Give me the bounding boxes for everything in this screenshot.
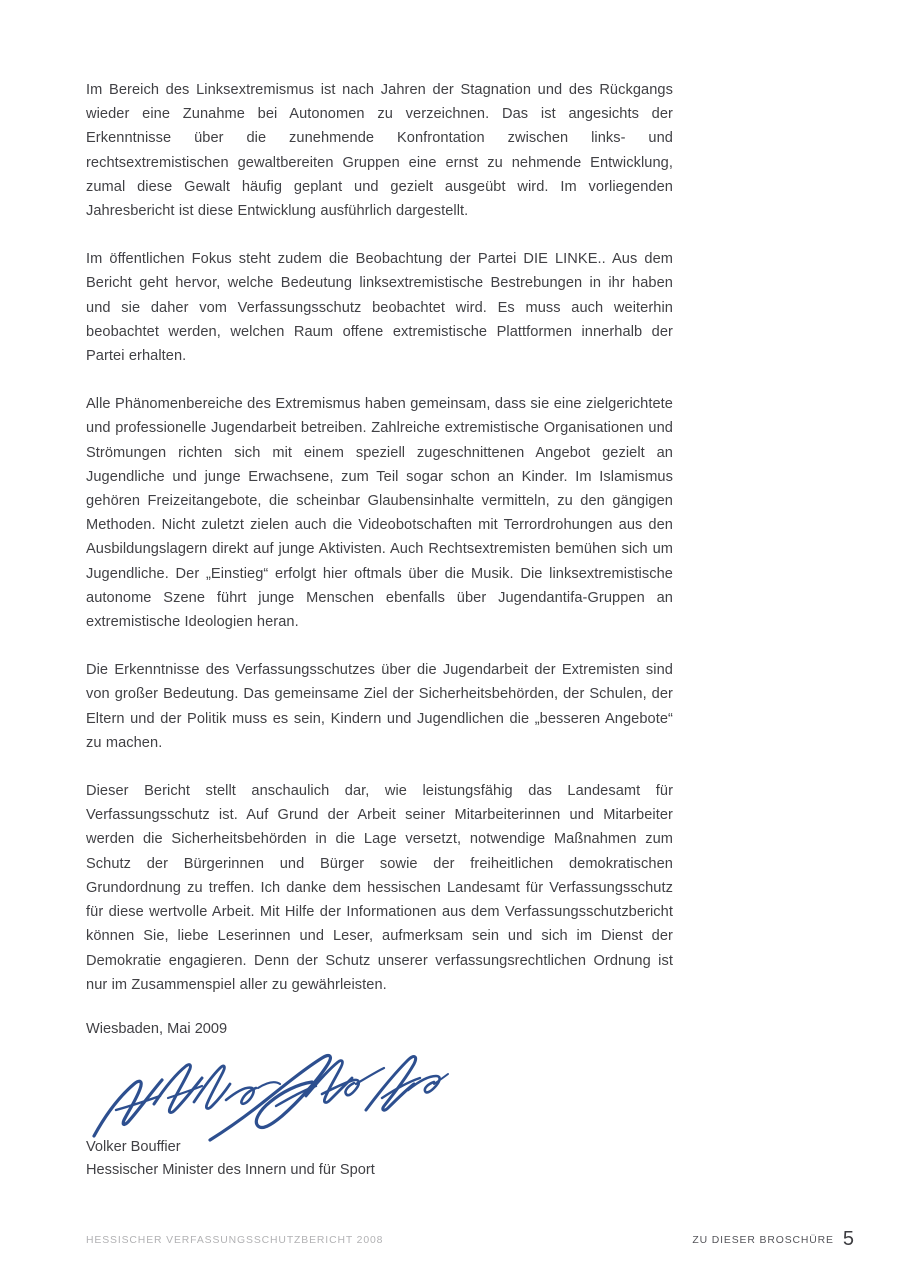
- signature-image: [90, 1044, 450, 1136]
- paragraph: Die Erkenntnisse des Verfassungsschutzes über die Jugendarbeit der Extremisten sind von großer Bedeutung. Das gemeinsame Ziel der Sicherheitsbehörden, der Schulen, der Eltern und der Politik muss es sein, Kindern und Jugendlichen die „besseren Angebote“ zu machen.: [86, 662, 673, 751]
- page-number: 5: [842, 1228, 854, 1250]
- signatory-name: Volker Bouffier: [86, 1139, 181, 1155]
- footer-section-label: ZU DIESER BROSCHÜRE: [692, 1235, 834, 1246]
- paragraph: Im öffentlichen Fokus steht zudem die Beobachtung der Partei DIE LINKE.. Aus dem Bericht geht hervor, welche Bedeutung linksextremistische Bestrebungen in ihr haben und sie daher vom Verfassungsschutz beobachtet wird. Es muss auch weiterhin beobachtet werden, welchen Raum offene extremistische Plattformen innerhalb der Partei erhalten.: [86, 251, 673, 365]
- place-and-date: Wiesbaden, Mai 2009: [86, 1021, 228, 1037]
- page-footer: [86, 1227, 854, 1250]
- signature-block: [86, 1018, 686, 1182]
- footer-report-title: HESSISCHER VERFASSUNGSSCHUTZBERICHT 2008: [86, 1235, 384, 1246]
- footer-right-group: [692, 1227, 854, 1250]
- signatory-role: Hessischer Minister des Innern und für Sport: [86, 1162, 375, 1178]
- paragraph: Im Bereich des Linksextremismus ist nach Jahren der Stagnation und des Rückgangs wieder eine Zunahme bei Autonomen zu verzeichnen. Das ist angesichts der Erkenntnisse über die zunehmende Konfrontation zwischen links- und rechtsextremistischen gewaltbereiten Gruppen eine ernst zu nehmende Entwicklung, zumal diese Gewalt häufig geplant und gezielt ausgeübt wird. Im vorliegenden Jahresbericht ist diese Entwicklung ausführlich dargestellt.: [86, 82, 673, 220]
- paragraph: Dieser Bericht stellt anschaulich dar, wie leistungsfähig das Landesamt für Verfassungsschutz ist. Auf Grund der Arbeit seiner Mitarbeiterinnen und Mitarbeiter werden die Sicherheitsbehörden in die Lage versetzt, notwendige Maßnahmen zum Schutz der Bürgerinnen und Bürger sowie der freiheitlichen demokratischen Grundordnung zu treffen. Ich danke dem hessischen Landesamt für Verfassungsschutz für diese wertvolle Arbeit. Mit Hilfe der Informationen aus dem Verfassungsschutzbericht können Sie, liebe Leserinnen und Leser, aufmerksam sein und sich im Dienst der Demokratie engagieren. Denn der Schutz unserer verfassungsrechtlichen Ordnung ist nur im Zusammenspiel aller zu gewährleisten.: [86, 783, 673, 993]
- paragraph: Alle Phänomenbereiche des Extremismus haben gemeinsam, dass sie eine zielgerichtete und professionelle Jugendarbeit betreiben. Zahlreiche extremistische Organisationen und Strömungen richten sich mit einem speziell zugeschnittenen Angebot gezielt an Jugendliche und junge Erwachsene, zum Teil sogar schon an Kinder. Im Islamismus gehören Freizeitangebote, die scheinbar Glaubensinhalte vermitteln, zu den gängigen Methoden. Nicht zuletzt zielen auch die Videobotschaften mit Terrordrohungen aus den Ausbildungslagern direkt auf junge Aktivisten. Auch Rechtsextremisten bemühen sich um Jugendliche. Der „Einstieg“ erfolgt hier oftmals über die Musik. Die linksextremistische autonome Szene führt junge Menschen ebenfalls über Jugendantifa-Gruppen an extremistische Ideologien heran.: [86, 396, 673, 631]
- body-text-column: [86, 78, 673, 997]
